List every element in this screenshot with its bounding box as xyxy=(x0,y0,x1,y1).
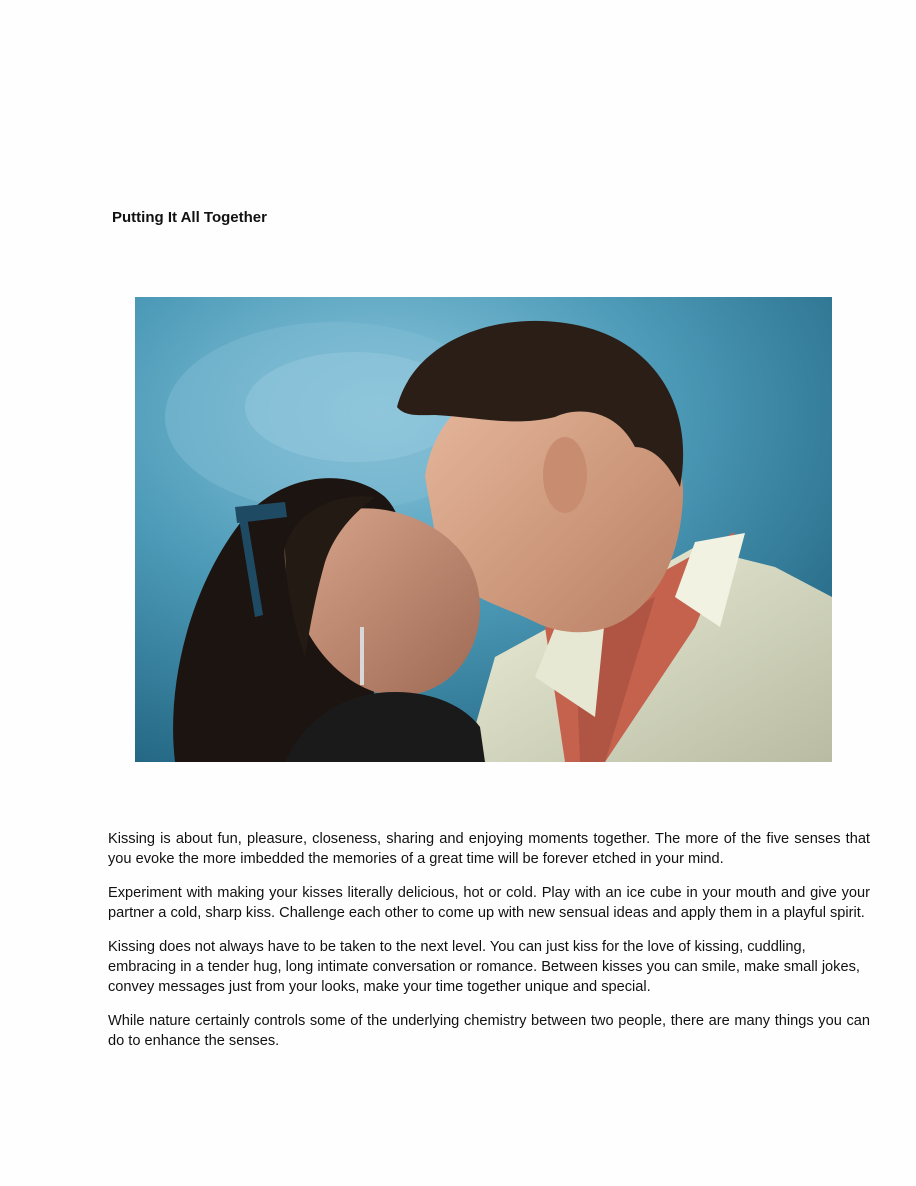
photo-illustration xyxy=(135,297,832,762)
body-text xyxy=(108,829,870,1065)
paragraph: Kissing is about fun, pleasure, closeness, sharing and enjoying moments together. The more of the five senses that you evoke the more imbedded the memories of a great time will be forever etched in your mind. xyxy=(108,831,870,867)
couple-kissing-photo xyxy=(135,297,832,762)
section-heading: Putting It All Together xyxy=(112,209,267,226)
paragraph: Kissing does not always have to be taken to the next level. You can just kiss for the love of kissing, cuddling, embracing in a tender hug, long intimate conversation or romance. Between kisses you can smile, make small jokes, convey messages just from your looks, make your time together unique and special. xyxy=(108,939,860,995)
paragraph: Experiment with making your kisses literally delicious, hot or cold. Play with an ice cube in your mouth and give your partner a cold, sharp kiss. Challenge each other to come up with new sensual ideas and apply them in a playful spirit. xyxy=(108,885,870,921)
paragraph: While nature certainly controls some of the underlying chemistry between two people, there are many things you can do to enhance the senses. xyxy=(108,1013,870,1049)
